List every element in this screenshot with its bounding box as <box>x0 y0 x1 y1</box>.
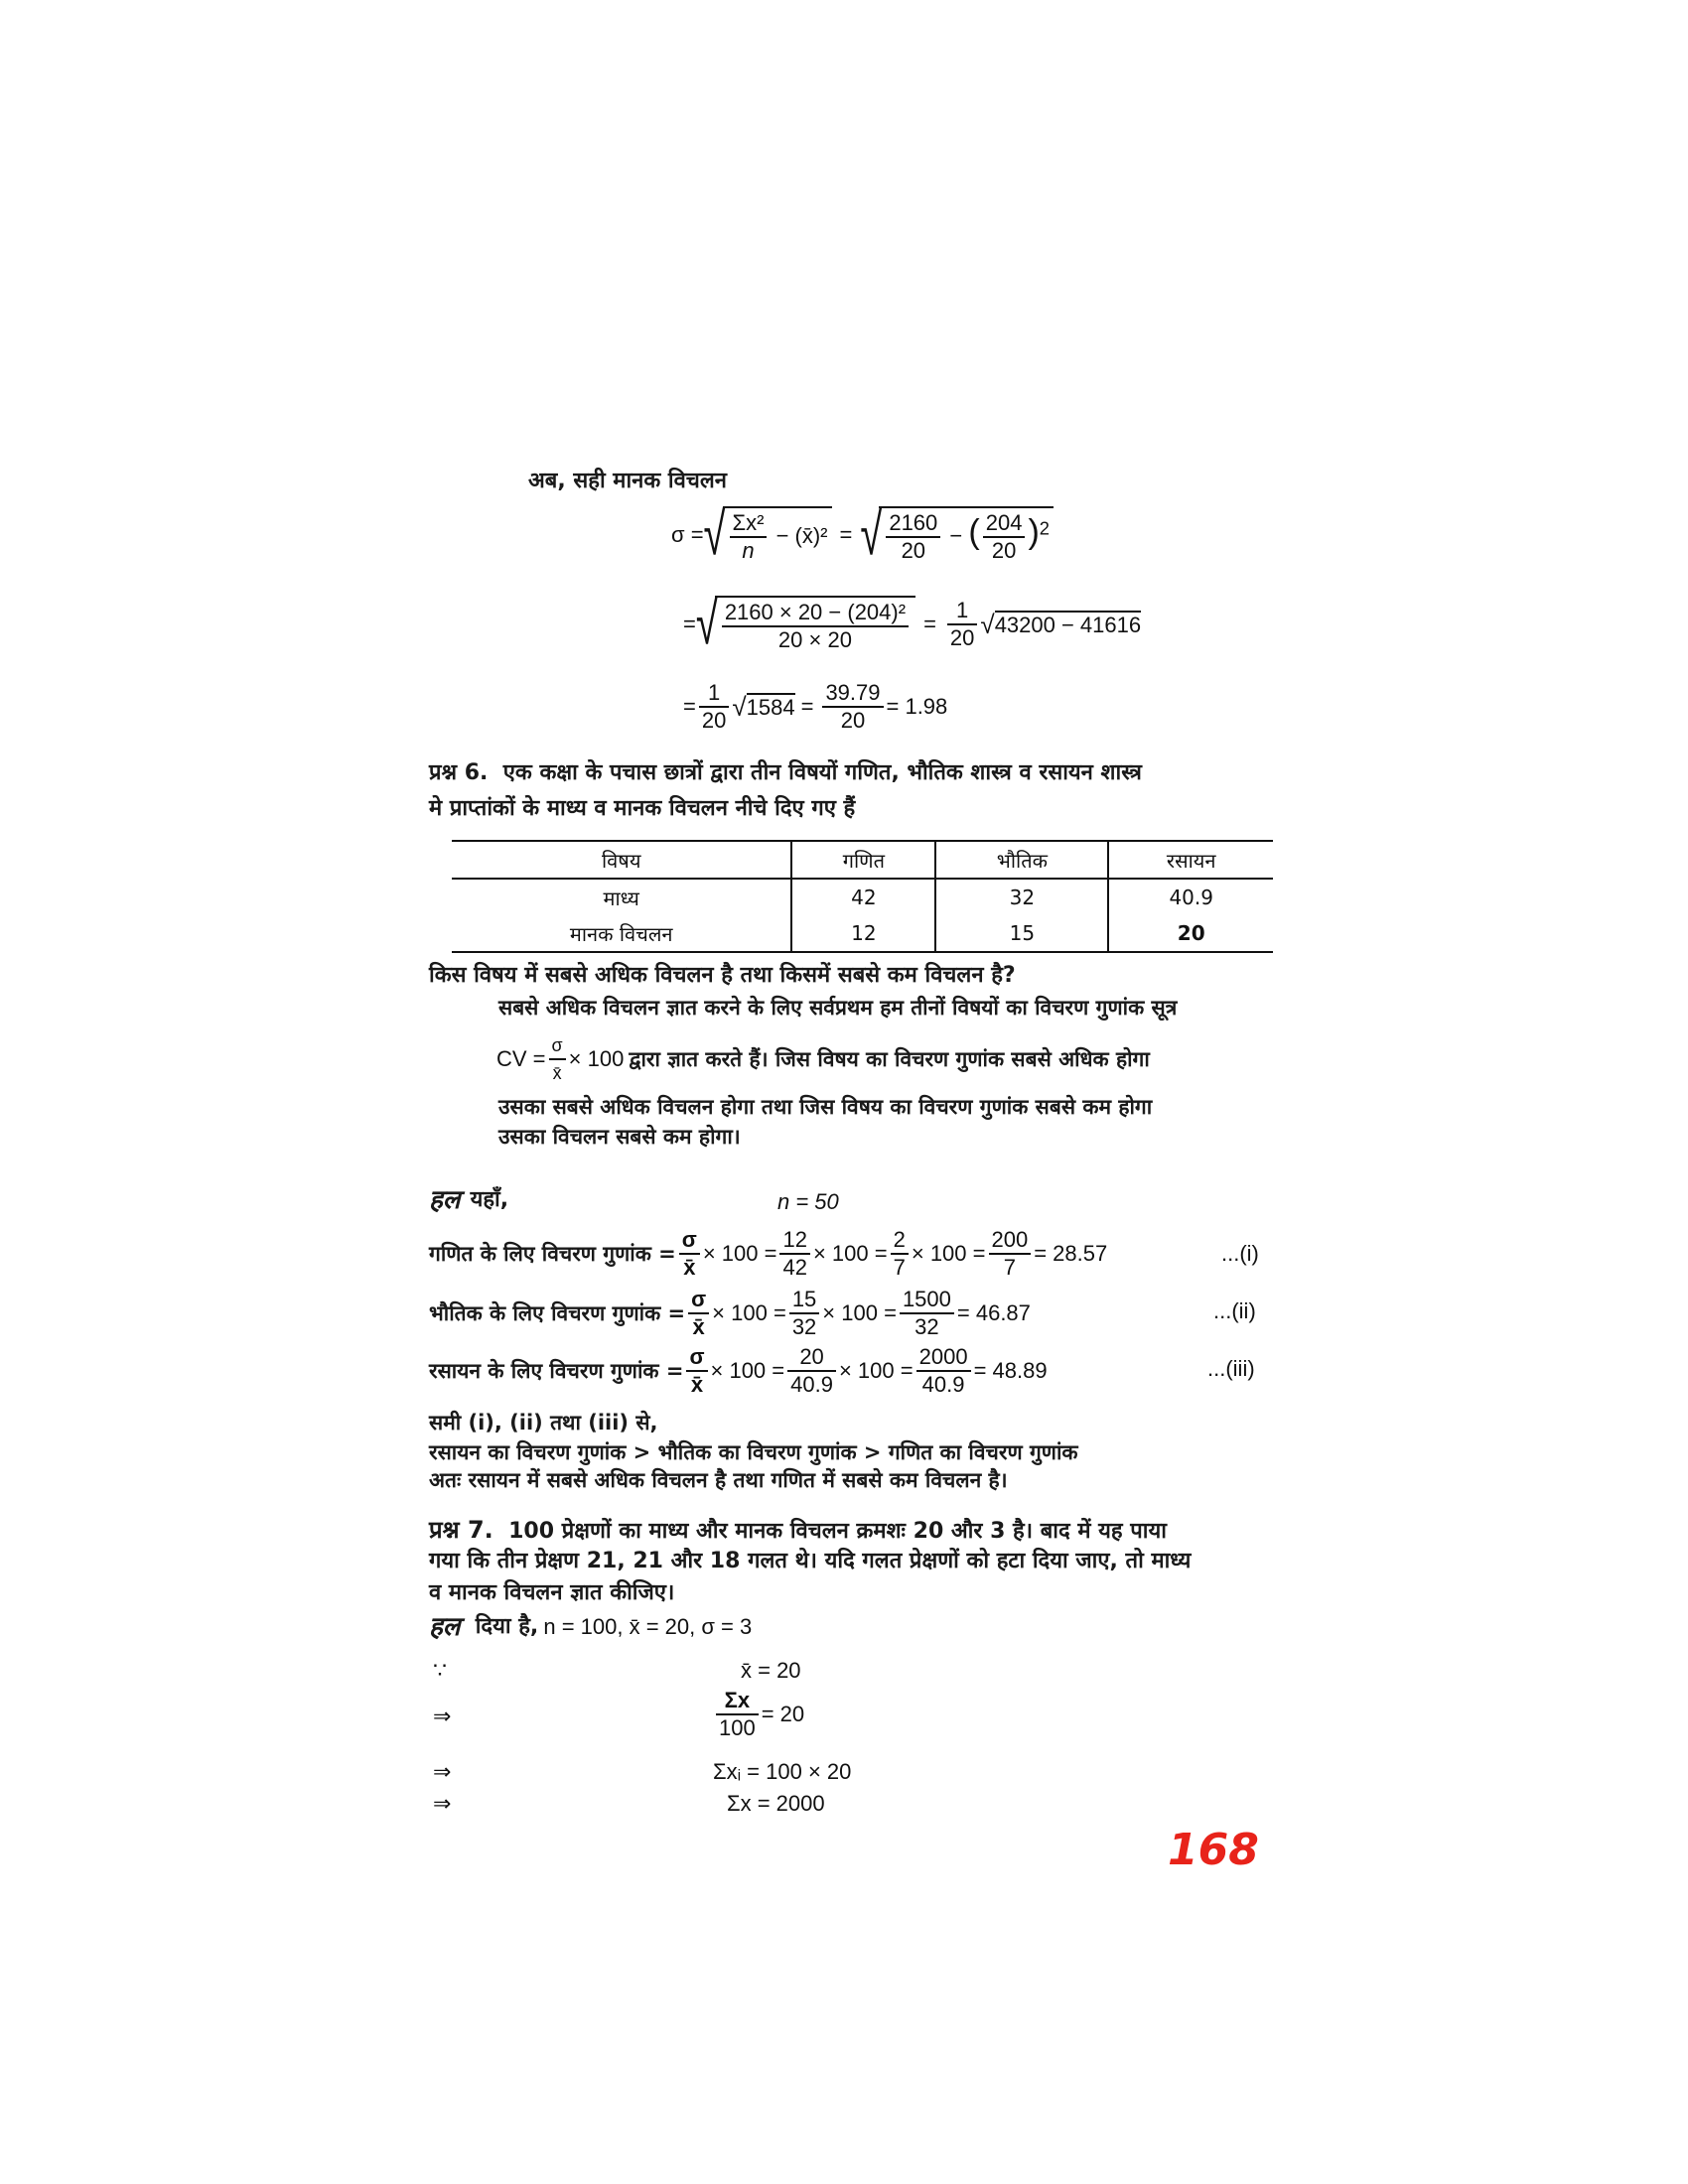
q6-question: किस विषय में सबसे अधिक विचलन है तथा किसमें सबसे कम विचलन है? <box>429 963 1016 988</box>
table-row <box>452 879 1273 915</box>
sigma-symbol: σ = <box>671 522 704 547</box>
sol6-phys-line: भौतिक के लिए विचरण गुणांक = $\frac{\sigma}{x̄}$ × 100 = $\frac{15}{32}$ × 100 = $\frac{1500}{32}$ = 46.87 <box>429 1287 1031 1339</box>
sol6-chem-line: रसायन के लिए विचरण गुणांक = $\frac{\sigma}{x̄}$ × 100 = $\frac{20}{40.9}$ × 100 = $\frac{2000}{40.9}$ = 48.89 <box>429 1344 1048 1397</box>
sqrt-body: $\frac{\text{Σx²}}{n}$ − (x̄)² <box>723 506 832 564</box>
implies-icon: ⇒ <box>433 1759 452 1784</box>
q7-line-3: व मानक विचलन ज्ञात कीजिए। <box>429 1580 675 1605</box>
sol7-header: हल दिया है, n = 100, x̄ = 20, σ = 3 <box>429 1612 753 1642</box>
q6-expl-2: CV = $\frac{\sigma}{x̄}$ × 100 द्वारा ज्ञात करते हैं। जिस विषय का विचरण गुणांक सबसे अधिक होगा <box>496 1032 1150 1086</box>
table-cell: 12 <box>791 915 935 952</box>
q6-expl-4: उसका विचलन सबसे कम होगा। <box>498 1125 741 1149</box>
step-4: Σx = 2000 <box>727 1791 825 1816</box>
step-2: $\frac{\Sigma x}{100}$ = 20 <box>713 1688 804 1741</box>
step-1: x̄ = 20 <box>741 1658 801 1683</box>
table-header: रसायन <box>1108 841 1273 879</box>
table-row <box>452 915 1273 952</box>
table-cell: 42 <box>791 879 935 915</box>
step-3: Σxᵢ = 100 × 20 <box>713 1759 852 1784</box>
page-number: 168 <box>1168 1825 1259 1875</box>
table-cell: 32 <box>935 879 1108 915</box>
sol6-conclusion: अतः रसायन में सबसे अधिक विचलन है तथा गणित में सबसे कम विचलन है। <box>429 1468 1008 1492</box>
table-cell: 15 <box>935 915 1108 952</box>
q6-expl-1: सबसे अधिक विचलन ज्ञात करने के लिए सर्वप्रथम हम तीनों विषयों का विचरण गुणांक सूत्र <box>498 996 1178 1020</box>
sqrt-body: $\frac{2160}{20}$ − ( $\frac{204}{20}$ )$^2$ <box>879 506 1054 564</box>
table-cell: माध्य <box>452 879 791 915</box>
sqrt-icon: √ <box>860 502 883 568</box>
q7-line-1: प्रश्न 7. 100 प्रेक्षणों का माध्य और मानक विचलन क्रमशः 20 और 3 है। बाद में यह पाया <box>429 1516 1167 1544</box>
eq-tag-3: ...(iii) <box>1207 1356 1255 1381</box>
data-table <box>452 840 1273 953</box>
sqrt-icon: √ <box>695 592 718 657</box>
q7-line-2: गया कि तीन प्रेक्षण 21, 21 और 18 गलत थे। यदि गलत प्रेक्षणों को हटा दिया जाए, तो माध्य <box>429 1549 1192 1573</box>
eq-tag-2: ...(ii) <box>1213 1298 1256 1323</box>
q6-expl-3: उसका सबसे अधिक विचलन होगा तथा जिस विषय का विचरण गुणांक सबसे कम होगा <box>498 1095 1153 1119</box>
q6-line-2: मे प्राप्तांकों के माध्य व मानक विचलन नीचे दिए गए हैं <box>429 796 856 821</box>
table-cell: 20 <box>1108 915 1273 952</box>
sol6-header: हल यहाँ, <box>429 1185 509 1215</box>
q6-line-1: प्रश्न 6. एक कक्षा के पचास छात्रों द्वारा तीन विषयों गणित, भौतिक शास्त्र व रसायन शास्त्र <box>429 760 1142 785</box>
formula-line-3: = $\frac{1}{20}$ √ 1584 = $\frac{39.79}{20}$ = 1.98 <box>683 680 948 733</box>
eq-tag-1: ...(i) <box>1221 1241 1259 1266</box>
table-cell: मानक विचलन <box>452 915 791 952</box>
table-cell: 40.9 <box>1169 886 1213 909</box>
sol6-compare: रसायन का विचरण गुणांक > भौतिक का विचरण गुणांक > गणित का विचरण गुणांक <box>429 1440 1078 1464</box>
formula-line-1: σ = √ $\frac{\text{Σx²}}{n}$ − (x̄)² = √ $\frac{2160}{20}$ − ( $\frac{204}{20}$ )$^2$ <box>671 506 1054 564</box>
sqrt-icon: √ <box>703 502 726 568</box>
implies-icon: ⇒ <box>433 1791 452 1816</box>
table-header: विषय <box>452 841 791 879</box>
because-icon: ∵ <box>433 1658 447 1683</box>
table-header: गणित <box>791 841 935 879</box>
sol6-math-line: गणित के लिए विचरण गुणांक = $\frac{\sigma}{x̄}$ × 100 = $\frac{12}{42}$ × 100 = $\frac{2}{7}$ × 100 = $\frac{200}{7}$ = 28.57 <box>429 1227 1108 1280</box>
intro-text: अब, सही मानक विचलन <box>528 469 727 493</box>
sol6-from-eq: समी (i), (ii) तथा (iii) से, <box>429 1411 658 1434</box>
formula-line-2: = √ $\frac{\text{2160 × 20 − (204)²}}{20 \times 20}$ = $\frac{1}{20}$ √ 43200 − 41616 <box>683 592 1142 657</box>
table-header: भौतिक <box>935 841 1108 879</box>
sol6-n: n = 50 <box>777 1189 839 1214</box>
implies-icon: ⇒ <box>433 1704 452 1728</box>
